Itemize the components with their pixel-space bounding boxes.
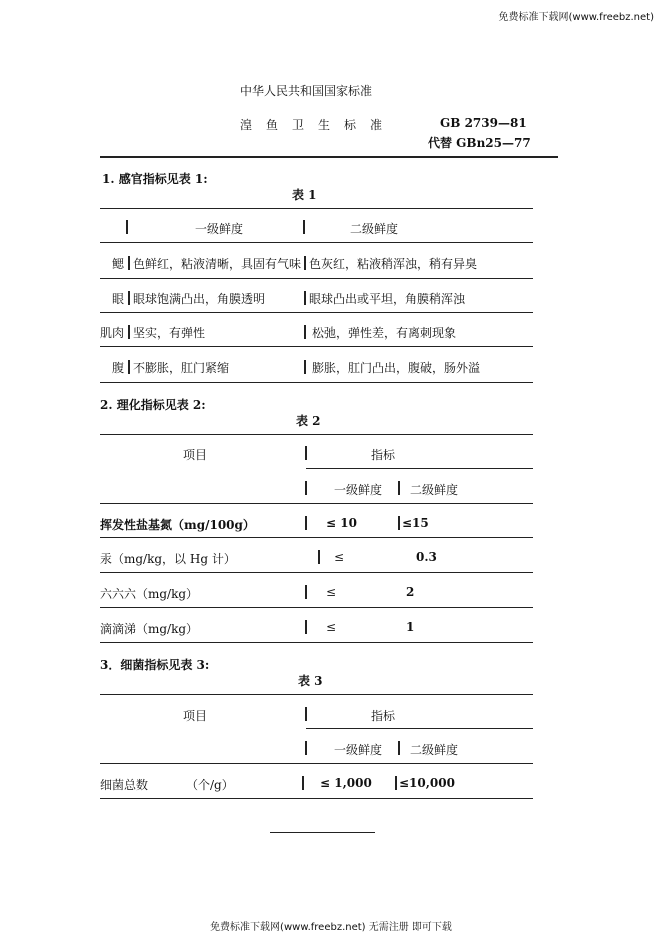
table3-sub-rule [306, 728, 533, 729]
table1-col-grade2: 二级鲜度 [350, 222, 399, 236]
table-row-item: 挥发性盐基氮（mg/100g） [100, 518, 255, 532]
table-row-unit: （个/g） [186, 778, 234, 792]
table2-sub-rule [306, 468, 533, 469]
table3-col-item: 项目 [183, 709, 208, 723]
replaces-code: 代替 GBn25—77 [428, 136, 531, 150]
table2-row-rule [100, 607, 533, 608]
table-cell: ≤ [326, 585, 337, 599]
page-title: 湟 鱼 卫 生 标 准 [240, 118, 384, 132]
table1-sep [304, 256, 306, 270]
section3-heading: 3．细菌指标见表 3: [100, 658, 210, 672]
table-cell: 色鲜红，粘液清晰，具固有气味 [133, 257, 302, 271]
table3-sep [305, 707, 307, 721]
table2-sep [318, 550, 320, 564]
table2-col-item: 项目 [183, 448, 208, 462]
table3-col-index: 指标 [371, 709, 396, 723]
table-row-label: 腹 [112, 361, 125, 375]
watermark-top: 免费标准下载网(www.freebz.net) [498, 12, 654, 23]
table1-sep [128, 360, 130, 374]
table2-sub-grade1: 一级鲜度 [334, 483, 383, 497]
table2-sep [305, 620, 307, 634]
table-row-label: 眼 [112, 292, 125, 306]
table3-top-rule [100, 694, 533, 695]
table2-sep [398, 516, 400, 530]
table-cell: ≤15 [402, 516, 429, 530]
table1-bottom-rule [100, 382, 533, 383]
table3-bottom-rule [100, 798, 533, 799]
end-rule [270, 832, 375, 833]
table-row-label: 肌肉 [100, 326, 125, 340]
table3-sep [302, 776, 304, 790]
table3-sep [395, 776, 397, 790]
table3-sep [398, 741, 400, 755]
table1-sep [304, 325, 306, 339]
org-name: 中华人民共和国国家标准 [240, 84, 373, 98]
table2-col-index: 指标 [371, 448, 396, 462]
table-cell: 松弛，弹性差，有离刺现象 [312, 326, 457, 340]
table-cell: 色灰红，粘液稍浑浊，稍有异臭 [309, 257, 478, 271]
section1-heading: 1. 感官指标见表 1: [102, 172, 208, 186]
table2-sep [305, 585, 307, 599]
table-row-item: 滴滴涕（mg/kg） [100, 622, 199, 636]
table1-sep [128, 291, 130, 305]
table3-header-rule [100, 763, 533, 764]
table-cell: 眼球凸出或平坦，角膜稍浑浊 [309, 292, 466, 306]
table3-sub-grade2: 二级鲜度 [410, 743, 459, 757]
table2-sep [305, 481, 307, 495]
table2-row-rule [100, 572, 533, 573]
table2-bottom-rule [100, 642, 533, 643]
table2-caption: 表 2 [296, 414, 321, 428]
table-cell: 0.3 [416, 550, 437, 564]
table-cell: ≤ 10 [326, 516, 357, 530]
standard-code: GB 2739—81 [440, 116, 527, 130]
table2-top-rule [100, 434, 533, 435]
table1-row-rule [100, 278, 533, 279]
table-row-label: 鳃 [112, 257, 125, 271]
table3-sub-grade1: 一级鲜度 [334, 743, 383, 757]
table2-sep [398, 481, 400, 495]
table2-sub-grade2: 二级鲜度 [410, 483, 459, 497]
table1-col-grade1: 一级鲜度 [195, 222, 244, 236]
table-cell: ≤10,000 [399, 776, 455, 790]
table1-sep [304, 360, 306, 374]
watermark-bottom: 免费标准下载网(www.freebz.net) 无需注册 即可下载 [210, 922, 452, 933]
table-cell: 不膨胀，肛门紧缩 [133, 361, 230, 375]
table1-row-rule [100, 346, 533, 347]
table2-row-rule [100, 537, 533, 538]
table1-header-rule [100, 242, 533, 243]
table-cell: 膨胀，肛门凸出，腹破，肠外溢 [312, 361, 481, 375]
table1-sep [128, 325, 130, 339]
table3-sep [305, 741, 307, 755]
header-rule [100, 156, 558, 158]
table1-caption: 表 1 [292, 188, 317, 202]
table1-sep [303, 220, 305, 234]
table1-top-rule [100, 208, 533, 209]
table1-sep [126, 220, 128, 234]
table-cell: 1 [406, 620, 415, 634]
table-cell: ≤ [326, 620, 337, 634]
table-row-item: 细菌总数 [100, 778, 149, 792]
table1-sep [304, 291, 306, 305]
table-cell: 眼球饱满凸出，角膜透明 [133, 292, 266, 306]
table2-header-rule [100, 503, 533, 504]
table1-sep [128, 256, 130, 270]
table-row-item: 汞（mg/kg，以 Hg 计） [100, 552, 236, 566]
table2-sep [305, 516, 307, 530]
table-cell: ≤ 1,000 [320, 776, 372, 790]
section2-heading: 2. 理化指标见表 2: [100, 398, 206, 412]
table-cell: ≤ [334, 550, 345, 564]
table2-sep [305, 446, 307, 460]
table3-caption: 表 3 [298, 674, 323, 688]
table1-row-rule [100, 312, 533, 313]
table-cell: 2 [406, 585, 415, 599]
table-cell: 坚实，有弹性 [133, 326, 206, 340]
table-row-item: 六六六（mg/kg） [100, 587, 199, 601]
